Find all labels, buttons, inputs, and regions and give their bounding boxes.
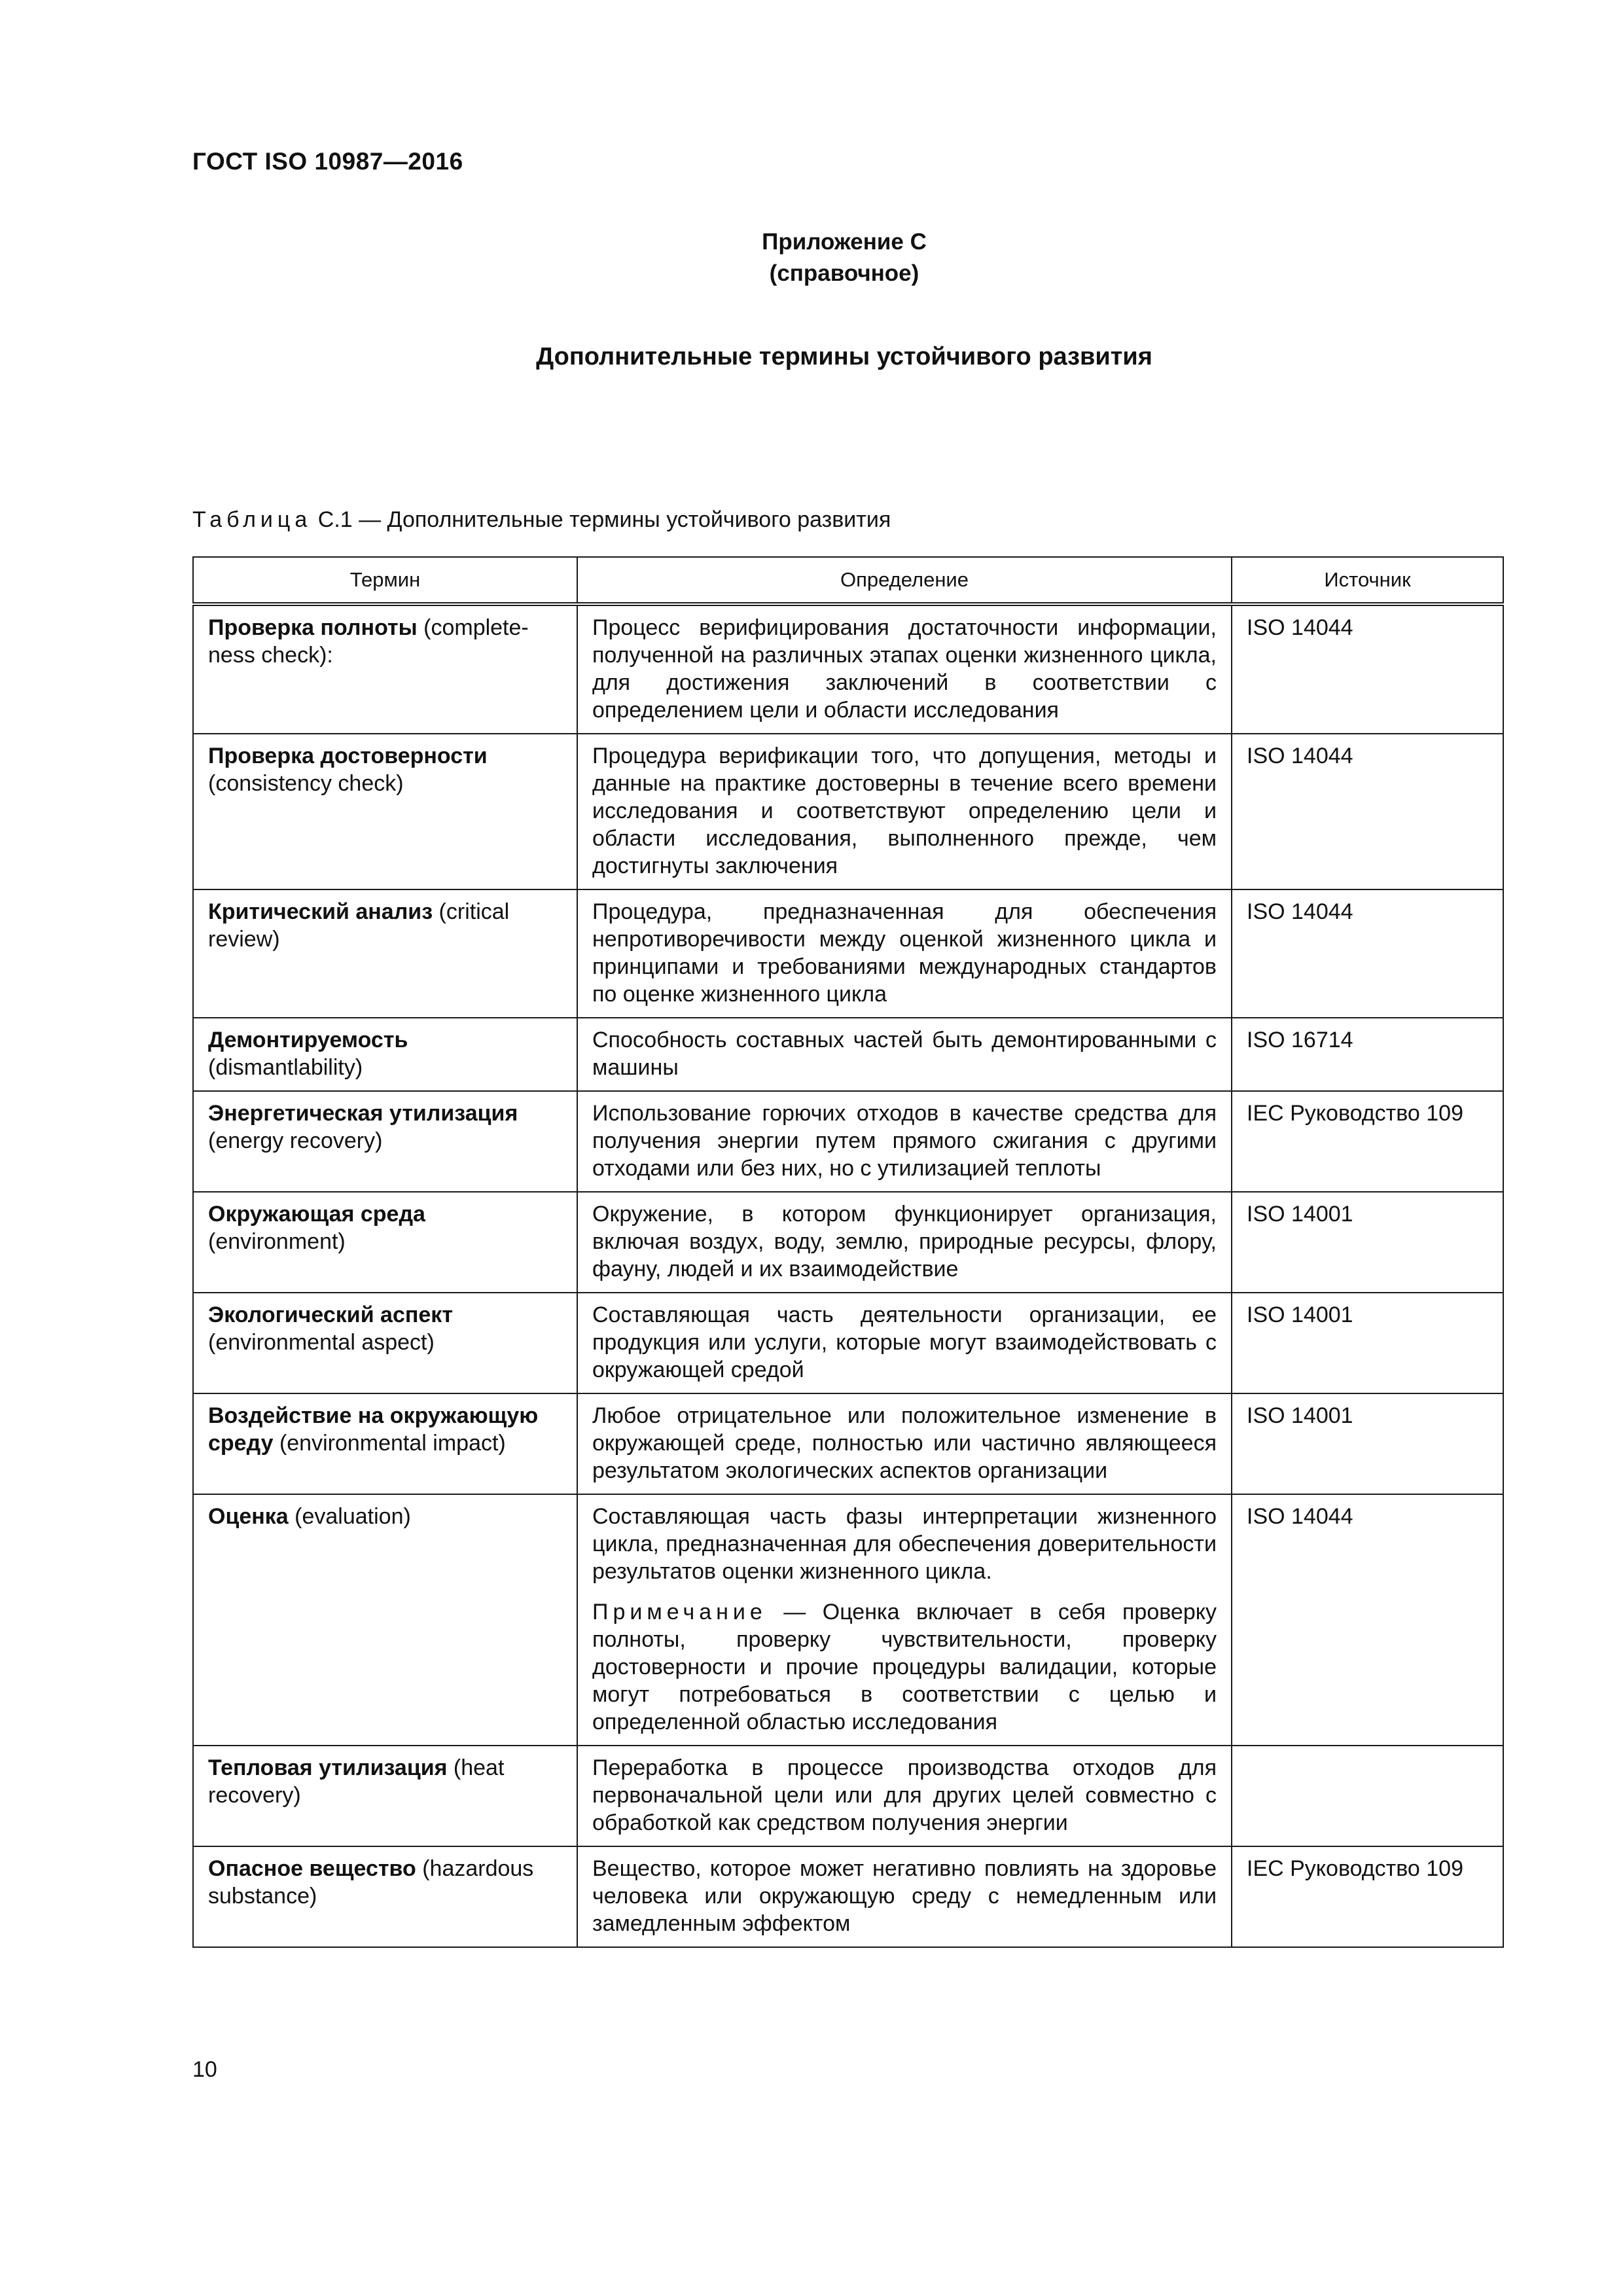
terms-table bbox=[192, 556, 1504, 1948]
source-cell: ISO 14001 bbox=[1232, 1393, 1503, 1494]
term-english: (environmental impact) bbox=[273, 1431, 506, 1456]
source-cell: ISO 14044 bbox=[1232, 1494, 1503, 1746]
table-row bbox=[193, 1846, 1503, 1947]
term-cell bbox=[193, 1746, 577, 1846]
definition-cell: Любое отрицательное или положительное изменение в окружающей среде, полностью или частично являющееся результатом экологических аспектов организации bbox=[577, 1393, 1232, 1494]
term-english: (environment) bbox=[208, 1229, 346, 1254]
table-row bbox=[193, 1746, 1503, 1846]
table-row bbox=[193, 1192, 1503, 1293]
definition-cell: Использование горючих отходов в качестве средства для получения энергии путем прямого сжигания с другими отходами или без них, но с утилизацией теплоты bbox=[577, 1091, 1232, 1192]
annex-title: Приложение С bbox=[762, 229, 927, 255]
note-text: — Оценка включает в себя проверку полноты, проверку чувствительности, проверку достоверности и прочие процедуры валидации, которые могут потребоваться в соответствии с целью и определенной областью исследования bbox=[592, 1600, 1217, 1734]
term-name: Демонтируемость bbox=[208, 1028, 408, 1052]
definition-text: Составляющая часть фазы интерпретации жизненного цикла, предназначенная для обеспечения доверительности результатов оценки жизненного цикла. bbox=[592, 1504, 1217, 1584]
term-name: Критический анализ bbox=[208, 899, 433, 924]
term-cell bbox=[193, 604, 577, 734]
term-english: (complete-ness check): bbox=[208, 615, 529, 668]
term-name: Окружающая среда bbox=[208, 1202, 425, 1227]
column-header-term: Термин bbox=[193, 557, 577, 604]
table-caption bbox=[192, 507, 891, 533]
annex-heading bbox=[0, 226, 1623, 289]
table-caption-label: Таблица bbox=[192, 507, 312, 532]
table-row bbox=[193, 1494, 1503, 1746]
term-name: Проверка достоверности bbox=[208, 744, 488, 768]
term-english: (heat recovery) bbox=[208, 1755, 505, 1808]
section-title: Дополнительные термины устойчивого развития bbox=[536, 343, 1152, 370]
source-cell: ISO 14001 bbox=[1232, 1293, 1503, 1393]
term-cell bbox=[193, 889, 577, 1018]
definition-cell: Переработка в процессе производства отходов для первоначальной цели или для других целей совместно с обработкой как средством получения энергии bbox=[577, 1746, 1232, 1846]
table-row bbox=[193, 604, 1503, 734]
definition-cell: Процесс верифицирования достаточности информации, полученной на различных этапах оценки жизненного цикла, для достижения заключений в соответствии с определением цели и области исследования bbox=[577, 604, 1232, 734]
column-header-definition: Определение bbox=[577, 557, 1232, 604]
definition-cell: Вещество, которое может негативно повлиять на здоровье человека или окружающую среду с немедленным или замедленным эффектом bbox=[577, 1846, 1232, 1947]
term-name: Энергетическая утилизация bbox=[208, 1101, 518, 1126]
term-cell bbox=[193, 1192, 577, 1293]
definition-cell: Способность составных частей быть демонтированными с машины bbox=[577, 1018, 1232, 1091]
term-cell bbox=[193, 734, 577, 889]
term-english: (energy recovery) bbox=[208, 1128, 383, 1153]
table-header-row bbox=[193, 557, 1503, 604]
definition-cell: Процедура верификации того, что допущения, методы и данные на практике достоверны в течение всего времени исследования и соответствуют определению цели и области исследования, выполненного прежде, чем достигнуты заключения bbox=[577, 734, 1232, 889]
source-cell: ISO 16714 bbox=[1232, 1018, 1503, 1091]
source-cell: ISO 14001 bbox=[1232, 1192, 1503, 1293]
table-row bbox=[193, 1393, 1503, 1494]
table-row bbox=[193, 1091, 1503, 1192]
column-header-source: Источник bbox=[1232, 557, 1503, 604]
definition-cell: Окружение, в котором функционирует организация, включая воздух, воду, землю, природные ресурсы, флору, фауну, людей и их взаимодействие bbox=[577, 1192, 1232, 1293]
table-row bbox=[193, 734, 1503, 889]
table-row bbox=[193, 1293, 1503, 1393]
term-english: (environmental aspect) bbox=[208, 1330, 435, 1355]
source-cell: ISO 14044 bbox=[1232, 604, 1503, 734]
term-english: (dismantlability) bbox=[208, 1055, 363, 1080]
table-row bbox=[193, 889, 1503, 1018]
definition-note bbox=[592, 1598, 1217, 1736]
definition-cell bbox=[577, 1494, 1232, 1746]
term-cell bbox=[193, 1393, 577, 1494]
term-name: Оценка bbox=[208, 1504, 289, 1529]
definition-cell: Процедура, предназначенная для обеспечения непротиворечивости между оценкой жизненного цикла и принципами и требованиями международных стандартов по оценке жизненного цикла bbox=[577, 889, 1232, 1018]
document-header: ГОСТ ISO 10987—2016 bbox=[192, 148, 463, 175]
source-cell: IEC Руководство 109 bbox=[1232, 1846, 1503, 1947]
source-cell: IEC Руководство 109 bbox=[1232, 1091, 1503, 1192]
term-cell bbox=[193, 1494, 577, 1746]
term-name: Проверка полноты bbox=[208, 615, 418, 640]
term-english: (consistency check) bbox=[208, 771, 404, 796]
term-cell bbox=[193, 1846, 577, 1947]
source-cell bbox=[1232, 1746, 1503, 1846]
term-name: Опасное вещество bbox=[208, 1856, 416, 1881]
source-cell: ISO 14044 bbox=[1232, 889, 1503, 1018]
page-number: 10 bbox=[192, 2057, 217, 2082]
term-name: Тепловая утилизация bbox=[208, 1755, 448, 1780]
term-english: (hazardous substance) bbox=[208, 1856, 534, 1909]
annex-type: (справочное) bbox=[769, 260, 919, 286]
term-name: Экологический аспект bbox=[208, 1302, 453, 1327]
term-cell bbox=[193, 1018, 577, 1091]
term-cell bbox=[193, 1091, 577, 1192]
source-cell: ISO 14044 bbox=[1232, 734, 1503, 889]
term-cell bbox=[193, 1293, 577, 1393]
table-row bbox=[193, 1018, 1503, 1091]
table-caption-text: С.1 — Дополнительные термины устойчивого развития bbox=[312, 507, 891, 532]
definition-cell: Составляющая часть деятельности организации, ее продукция или услуги, которые могут взаимодействовать с окружающей средой bbox=[577, 1293, 1232, 1393]
term-name: Воздействие на окружающую среду bbox=[208, 1403, 539, 1456]
term-english: (evaluation) bbox=[288, 1504, 411, 1529]
note-label: Примечание bbox=[592, 1600, 767, 1624]
term-english: (critical review) bbox=[208, 899, 510, 952]
